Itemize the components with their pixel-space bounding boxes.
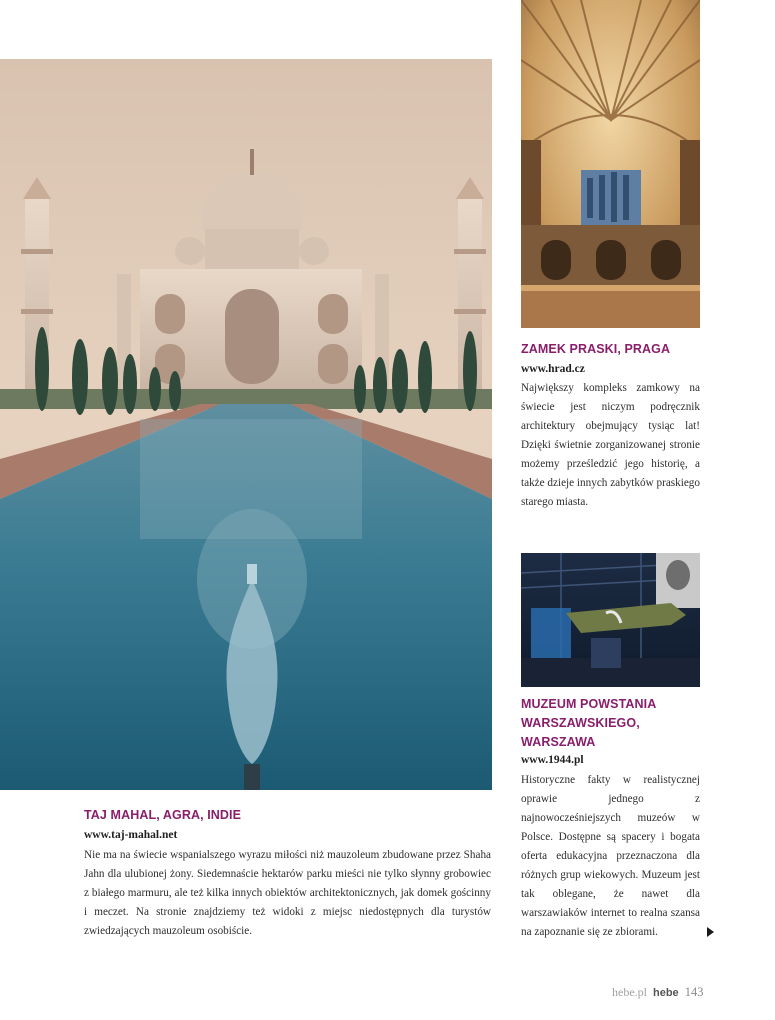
footer-site: hebe.pl bbox=[612, 985, 647, 999]
page-number: 143 bbox=[684, 985, 704, 999]
uprising-museum-photo bbox=[521, 553, 700, 687]
taj-mahal-photo bbox=[0, 59, 492, 790]
prague-castle-photo bbox=[521, 0, 700, 328]
arrow-right-icon bbox=[707, 927, 714, 937]
footer-brand-logo: hebe bbox=[653, 987, 679, 999]
taj-mahal-body-text: Nie ma na świecie wspanialszego wyrazu miłości niż mauzoleum zbudowane przez Shaha Jahn dla ulubionej żony. Siedemnaście hektarów parku mieści nie tylko słynny grobowiec z białego marmuru, ale też kilka innych obiektów architektonicznych, jak domek gościnny i meczet. Na stronie znajdziemy też widoki z miejsc niedostępnych dla turystów zwiedzających mauzoleum osobiście. bbox=[84, 849, 491, 937]
prague-body-text: Największy kompleks zamkowy na świecie jest niczym podręcznik architektury obejmujący tysiąc lat! Dzięki świetnie zorganizowanej stronie możemy prześledzić jego historię, a także dzieje innych zabytków praskiego starego miasta. bbox=[521, 382, 700, 508]
page-footer bbox=[612, 985, 703, 1000]
taj-mahal-heading: TAJ MAHAL, AGRA, INDIE bbox=[84, 808, 242, 822]
museum-body-text: Historyczne fakty w realistycznej oprawie jednego z najnowocześniejszych muzeów w Polsce. Dostępne są spacery i bogata oferta edukacyjna przeznaczona dla różnych grup wiekowych. Muzeum jest tak oblegane, że nawet dla warszawiaków internet to realna szansa na zapoznanie się ze zbiorami. bbox=[521, 774, 700, 938]
prague-heading: ZAMEK PRASKI, PRAGA bbox=[521, 342, 671, 356]
museum-heading: MUZEUM POWSTANIA WARSZAWSKIEGO, WARSZAWA bbox=[521, 697, 656, 749]
taj-mahal-url-link[interactable]: www.taj-mahal.net bbox=[84, 829, 178, 841]
museum-url-link[interactable]: www.1944.pl bbox=[521, 754, 584, 766]
prague-url-link[interactable]: www.hrad.cz bbox=[521, 363, 585, 375]
